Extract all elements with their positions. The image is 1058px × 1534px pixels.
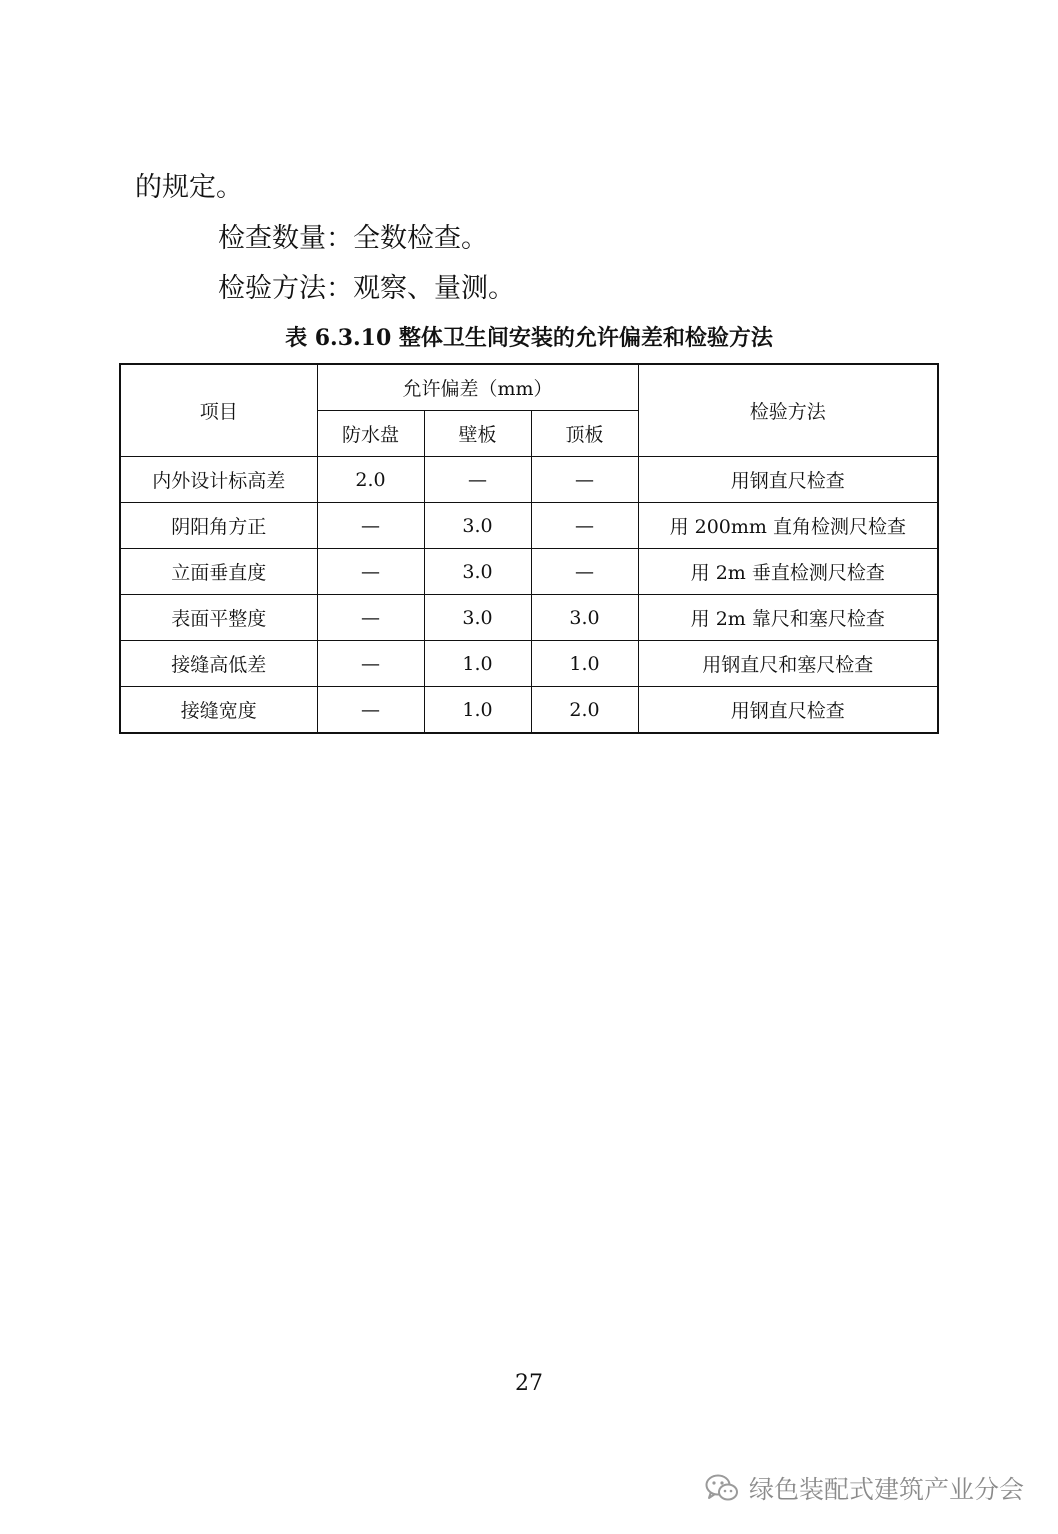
- row-item: 内外设计标高差: [120, 457, 317, 503]
- row-value-wall: 1.0: [424, 687, 531, 734]
- page-number: 27: [515, 1371, 543, 1396]
- watermark-text: 绿色装配式建筑产业分会: [748, 1475, 1024, 1504]
- row-value-wall: 3.0: [424, 503, 531, 549]
- table-row: [120, 549, 938, 595]
- header-wall-panel: 壁板: [424, 411, 531, 457]
- watermark: [705, 1470, 1024, 1506]
- row-value-ceiling: 2.0: [531, 687, 638, 734]
- body-text-line-1: 的规定。: [135, 172, 243, 203]
- row-value-ceiling: —: [531, 549, 638, 595]
- row-value-ceiling: 1.0: [531, 641, 638, 687]
- row-value-ceiling: —: [531, 503, 638, 549]
- table-row: [120, 641, 938, 687]
- row-value-tray: 2.0: [317, 457, 424, 503]
- row-method: 用钢直尺和塞尺检查: [638, 641, 938, 687]
- row-value-wall: —: [424, 457, 531, 503]
- row-value-tray: —: [317, 687, 424, 734]
- row-item: 接缝高低差: [120, 641, 317, 687]
- table-row: [120, 457, 938, 503]
- table-caption: 表 6.3.10 整体卫生间安装的允许偏差和检验方法: [285, 325, 773, 351]
- body-text-check-quantity: 检查数量：全数检查。: [218, 223, 488, 254]
- row-method: 用 200mm 直角检测尺检查: [638, 503, 938, 549]
- table-row: [120, 595, 938, 641]
- header-method: 检验方法: [638, 364, 938, 457]
- header-tolerance-group: 允许偏差（mm）: [317, 364, 638, 411]
- header-ceiling-panel: 顶板: [531, 411, 638, 457]
- table-row: [120, 503, 938, 549]
- row-value-tray: —: [317, 549, 424, 595]
- row-value-wall: 1.0: [424, 641, 531, 687]
- row-item: 立面垂直度: [120, 549, 317, 595]
- row-method: 用钢直尺检查: [638, 457, 938, 503]
- table-row: [120, 687, 938, 734]
- row-value-ceiling: —: [531, 457, 638, 503]
- row-value-wall: 3.0: [424, 595, 531, 641]
- header-item: 项目: [120, 364, 317, 457]
- header-waterproof-tray: 防水盘: [317, 411, 424, 457]
- row-value-tray: —: [317, 503, 424, 549]
- row-value-ceiling: 3.0: [531, 595, 638, 641]
- row-value-wall: 3.0: [424, 549, 531, 595]
- row-method: 用 2m 靠尺和塞尺检查: [638, 595, 938, 641]
- row-method: 用钢直尺检查: [638, 687, 938, 734]
- row-item: 接缝宽度: [120, 687, 317, 734]
- row-value-tray: —: [317, 595, 424, 641]
- tolerance-table: [119, 363, 939, 734]
- body-text-check-method: 检验方法：观察、量测。: [218, 273, 515, 304]
- row-item: 表面平整度: [120, 595, 317, 641]
- row-item: 阴阳角方正: [120, 503, 317, 549]
- row-value-tray: —: [317, 641, 424, 687]
- row-method: 用 2m 垂直检测尺检查: [638, 549, 938, 595]
- wechat-icon: [705, 1473, 739, 1503]
